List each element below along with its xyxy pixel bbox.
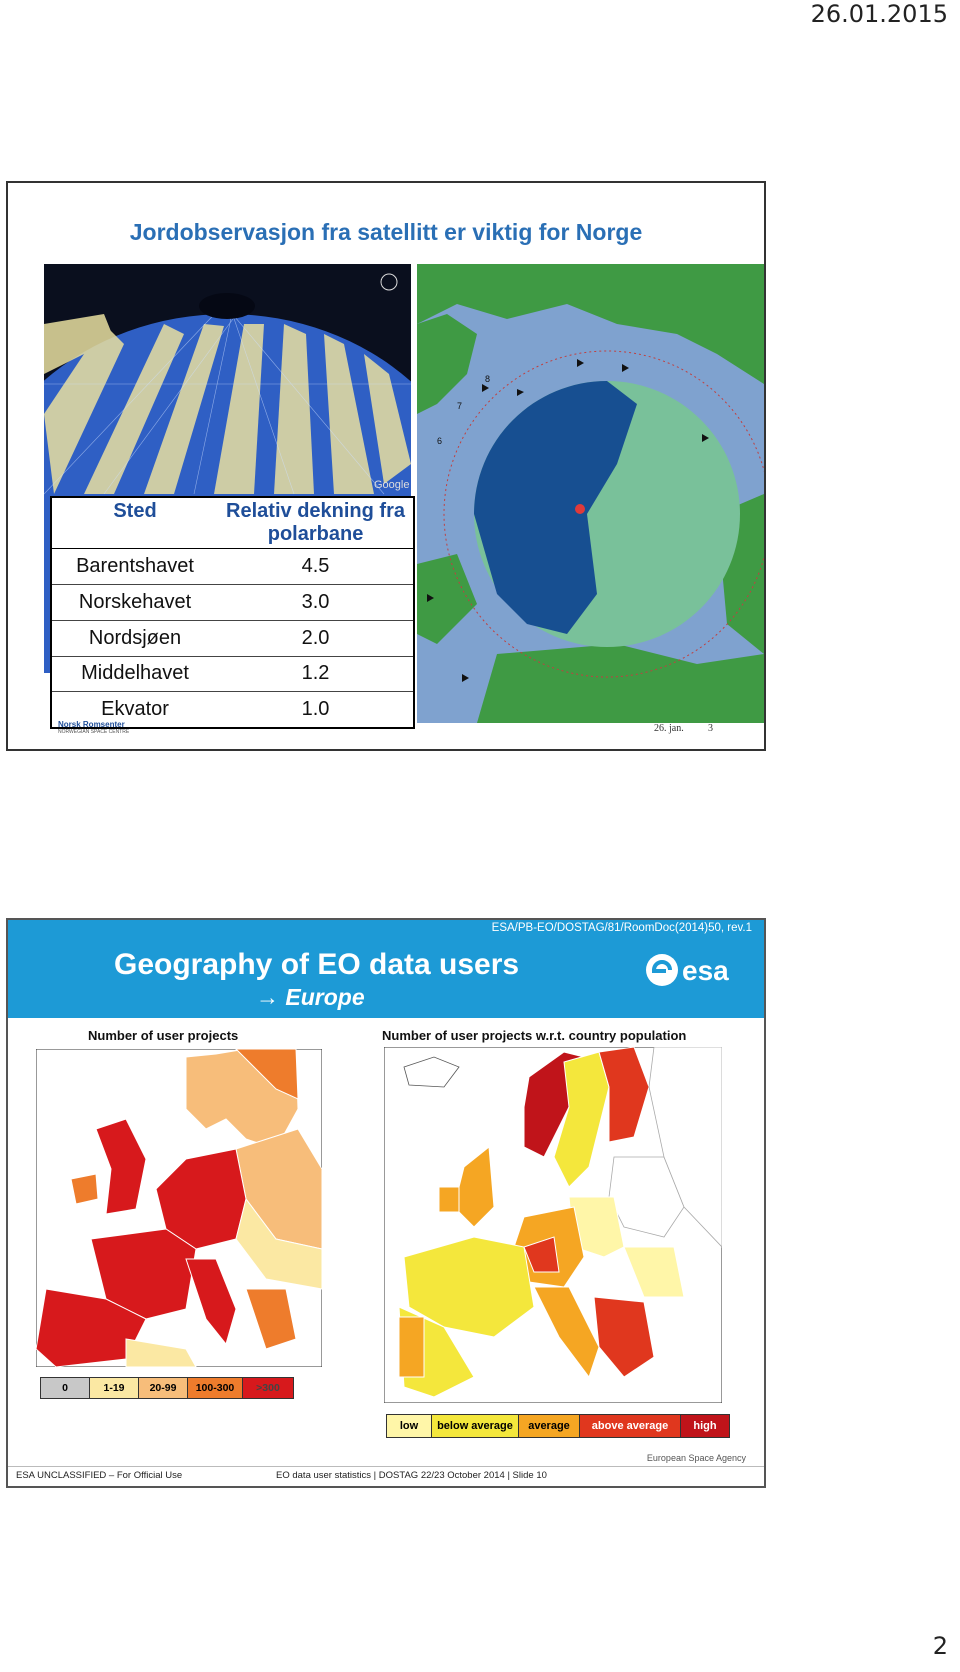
slide1-footer-date: 26. jan. bbox=[654, 723, 684, 734]
legend-swatch-high: high bbox=[681, 1415, 729, 1437]
table-header-place: Sted bbox=[52, 498, 218, 549]
page-number: 2 bbox=[932, 1632, 948, 1660]
legend-swatch-0: 0 bbox=[41, 1378, 90, 1398]
orbit-label-8: 8 bbox=[485, 374, 491, 384]
coverage-table bbox=[50, 496, 415, 729]
legend-swatch-100-300: 100-300 bbox=[188, 1378, 243, 1398]
table-row bbox=[52, 656, 413, 692]
left-map-label: Number of user projects bbox=[88, 1028, 239, 1043]
table-cell-value: 4.5 bbox=[218, 549, 413, 585]
right-map-legend bbox=[386, 1414, 730, 1438]
header-date: 26.01.2015 bbox=[810, 0, 948, 28]
table-row bbox=[52, 620, 413, 656]
slide2-subtitle: → Europe bbox=[256, 984, 365, 1010]
classification-label: ESA UNCLASSIFIED – For Official Use bbox=[16, 1470, 183, 1481]
table-row bbox=[52, 549, 413, 585]
map-user-projects bbox=[36, 1049, 322, 1367]
table-cell-value: 1.0 bbox=[301, 698, 330, 721]
legend-swatch-average: average bbox=[519, 1415, 580, 1437]
slide1-footer-number: 3 bbox=[708, 723, 713, 734]
orbit-label-6: 6 bbox=[437, 436, 443, 446]
slide2-title: Geography of EO data users bbox=[114, 948, 520, 981]
legend-swatch-low: low bbox=[387, 1415, 432, 1437]
table-cell-value: 2.0 bbox=[218, 620, 413, 656]
map-user-projects-per-capita bbox=[384, 1047, 722, 1403]
norsk-romsenter-logo bbox=[58, 720, 129, 735]
logo-sub: NORWEGIAN SPACE CENTRE bbox=[58, 729, 130, 735]
slide-satellite-coverage bbox=[6, 181, 766, 751]
legend-swatch-above-average: above average bbox=[580, 1415, 681, 1437]
document-reference: ESA/PB-EO/DOSTAG/81/RoomDoc(2014)50, rev.1 bbox=[491, 922, 752, 934]
left-map-legend bbox=[40, 1377, 294, 1399]
table-cell-value: 3.0 bbox=[218, 584, 413, 620]
orbit-label-7: 7 bbox=[457, 401, 463, 411]
legend-swatch-20-99: 20-99 bbox=[139, 1378, 188, 1398]
globe-caption: Google bbox=[374, 479, 410, 491]
table-cell-place: Ekvator bbox=[101, 698, 169, 721]
legend-swatch-below-average: below average bbox=[432, 1415, 519, 1437]
arctic-coverage-map bbox=[417, 264, 764, 723]
legend-swatch-1-19: 1-19 bbox=[90, 1378, 139, 1398]
esa-logo bbox=[644, 950, 754, 990]
table-cell-place: Barentshavet bbox=[52, 549, 218, 585]
table-row bbox=[52, 584, 413, 620]
footer-divider bbox=[8, 1466, 764, 1467]
table-header-coverage: Relativ dekning fra polarbane bbox=[218, 498, 413, 549]
table-cell-place: Norskehavet bbox=[52, 584, 218, 620]
slide2-banner bbox=[8, 920, 764, 1018]
esa-logo-text: esa bbox=[682, 955, 729, 986]
slide1-title: Jordobservasjon fra satellitt er viktig for Norge bbox=[129, 219, 643, 245]
table-cell-value: 1.2 bbox=[218, 656, 413, 692]
slide-eo-data-users bbox=[6, 918, 766, 1488]
slide2-footer-info: EO data user statistics | DOSTAG 22/23 October 2014 | Slide 10 bbox=[276, 1470, 547, 1481]
table-cell-place: Nordsjøen bbox=[52, 620, 218, 656]
agency-label: European Space Agency bbox=[646, 1453, 746, 1463]
logo-name: Norsk Romsenter bbox=[58, 720, 125, 729]
legend-swatch-over-300: >300 bbox=[243, 1378, 293, 1398]
right-map-label: Number of user projects w.r.t. country population bbox=[382, 1028, 687, 1043]
table-cell-place: Middelhavet bbox=[52, 656, 218, 692]
